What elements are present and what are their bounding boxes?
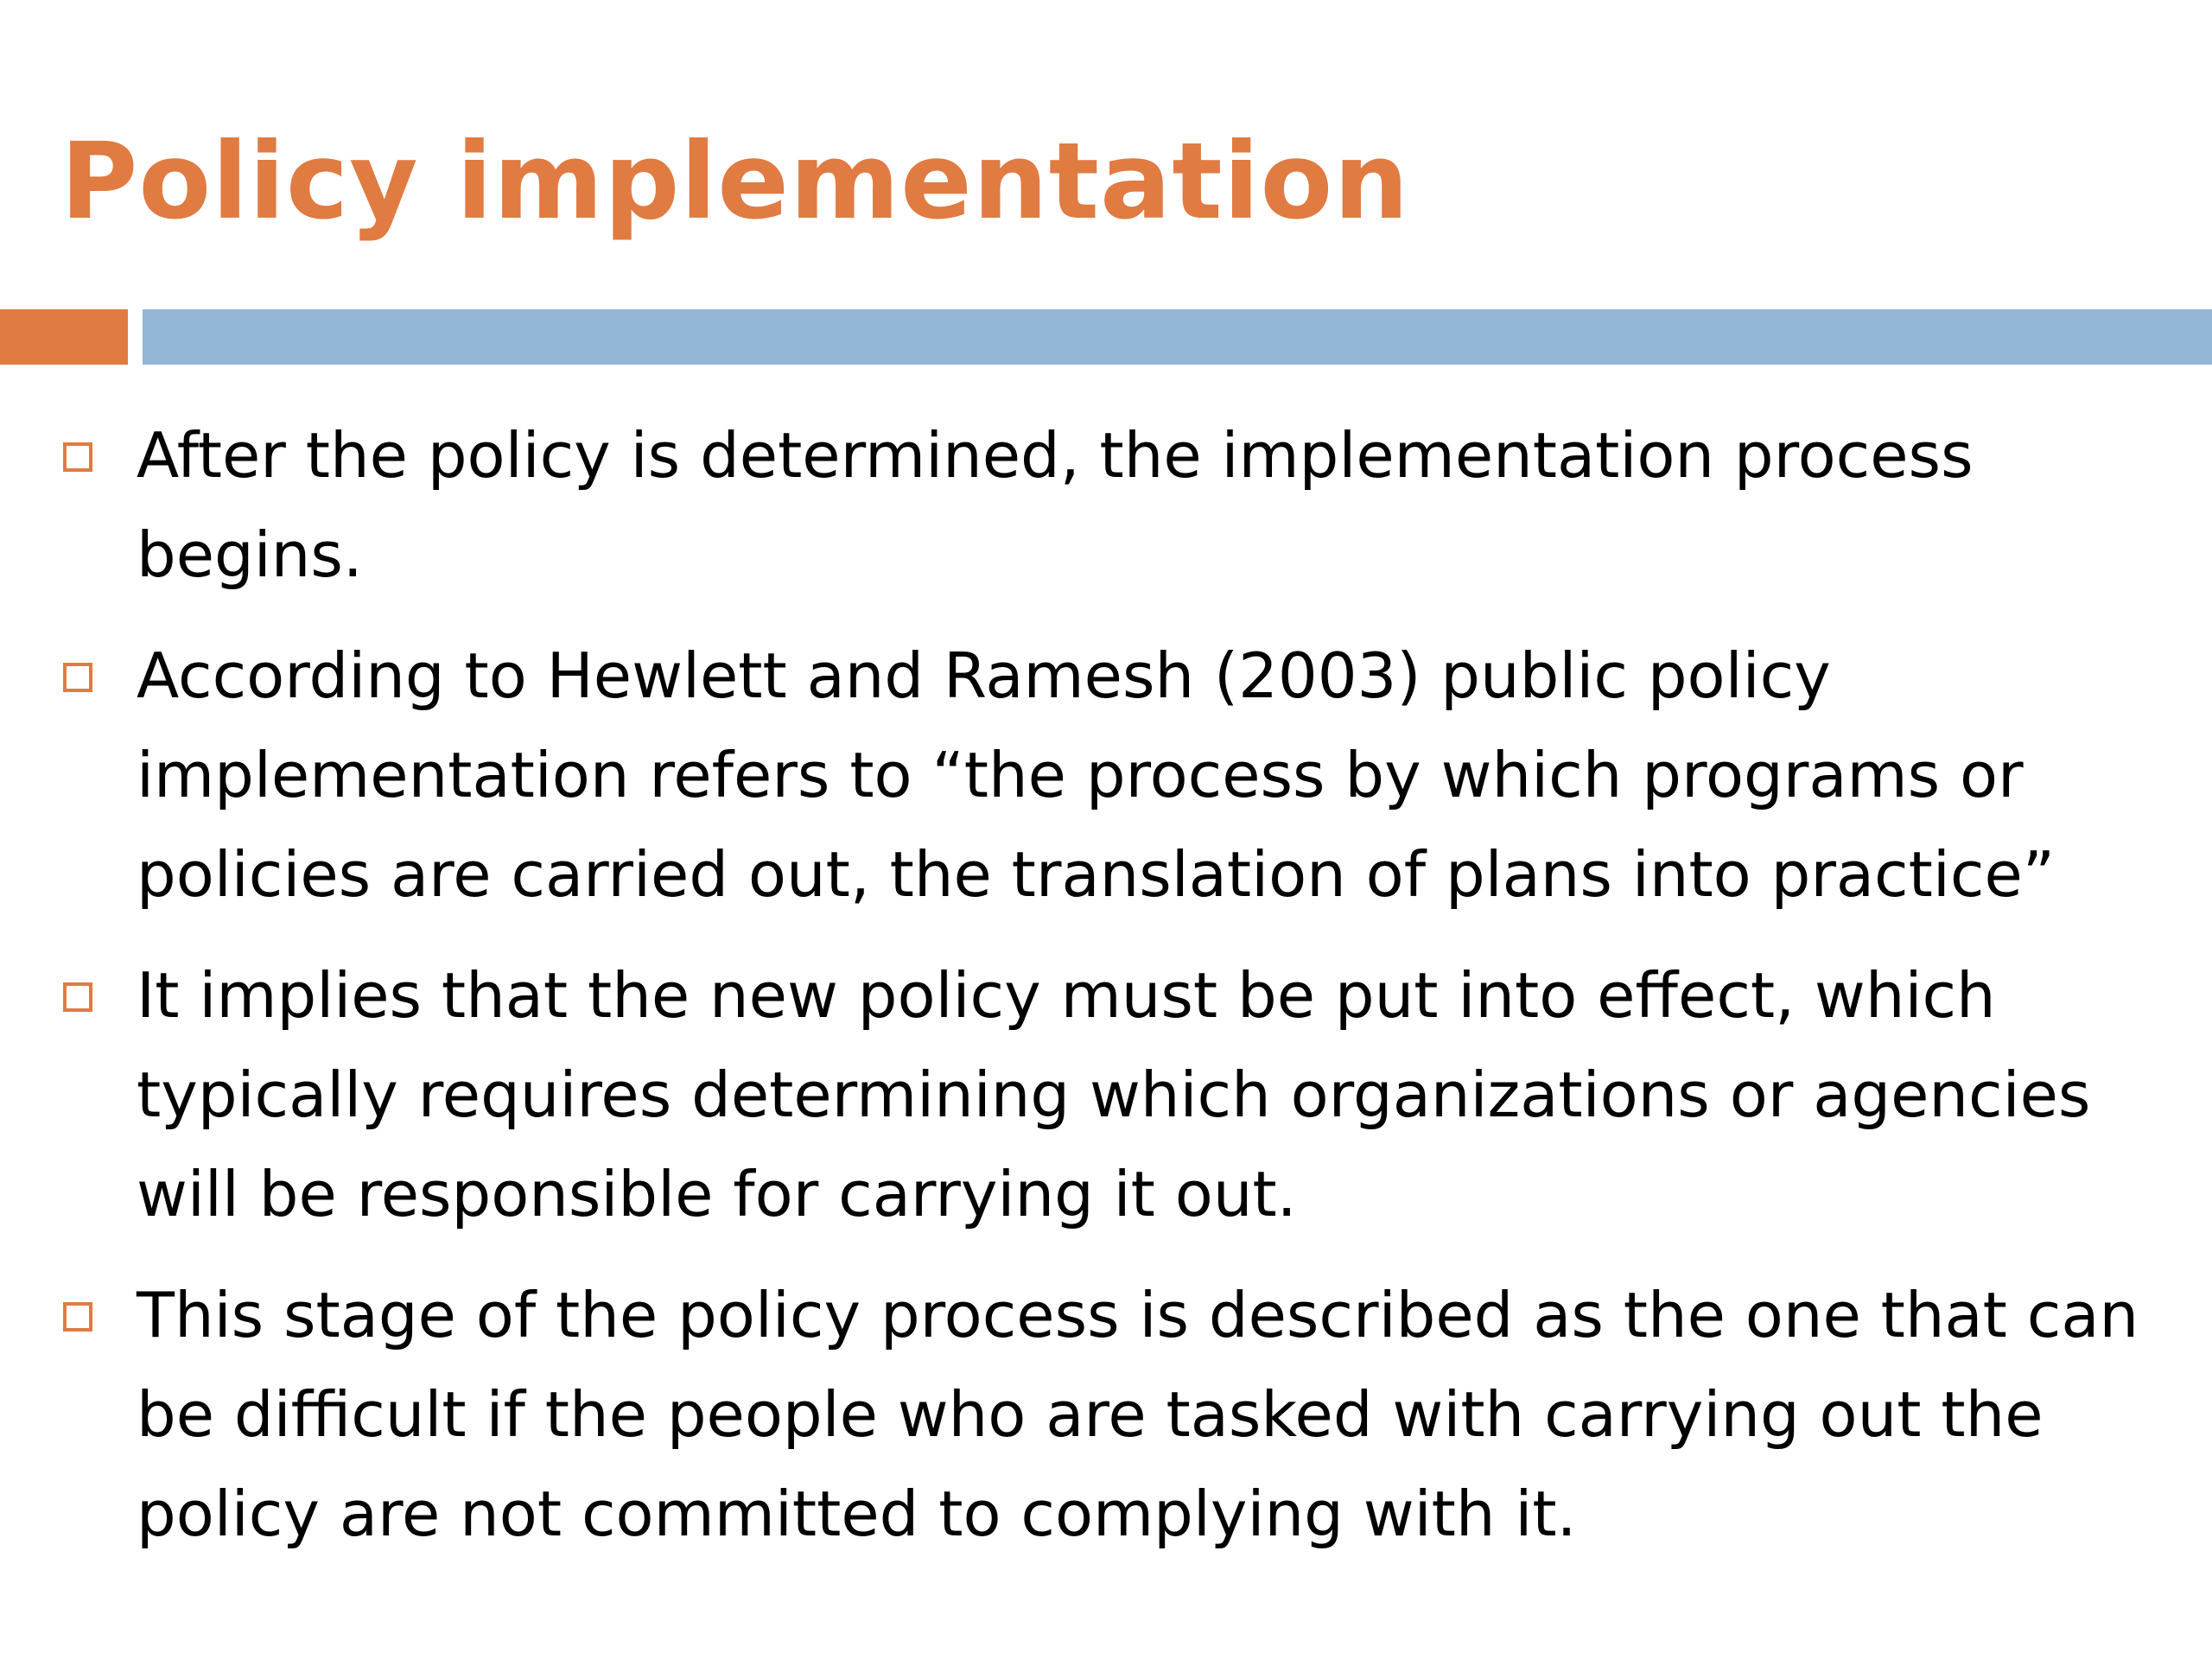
bullet-text: It implies that the new policy must be put into effect, which typically requires determining which organizations or agencies will be responsible for carrying it out.	[137, 959, 2091, 1230]
slide-title: Policy implementation	[60, 120, 1410, 243]
accent-bar-orange	[0, 309, 128, 365]
bullet-list	[60, 406, 2169, 1586]
bullet-item	[60, 626, 2169, 925]
accent-bar-blue	[143, 309, 2212, 365]
square-bullet-icon	[63, 663, 92, 692]
square-bullet-icon	[63, 982, 92, 1012]
bullet-item	[60, 946, 2169, 1244]
square-bullet-icon	[63, 1302, 92, 1332]
bullet-text: This stage of the policy process is described as the one that can be difficult if the people who are tasked with carrying out the policy are not committed to complying with it.	[137, 1279, 2139, 1550]
square-bullet-icon	[63, 442, 92, 472]
bullet-item	[60, 1266, 2169, 1564]
bullet-item	[60, 406, 2169, 605]
bullet-text: According to Hewlett and Ramesh (2003) public policy implementation refers to “the process by which programs or policies are carried out, the translation of plans into practice”	[137, 639, 2056, 911]
bullet-text: After the policy is determined, the implementation process begins.	[137, 419, 1974, 591]
